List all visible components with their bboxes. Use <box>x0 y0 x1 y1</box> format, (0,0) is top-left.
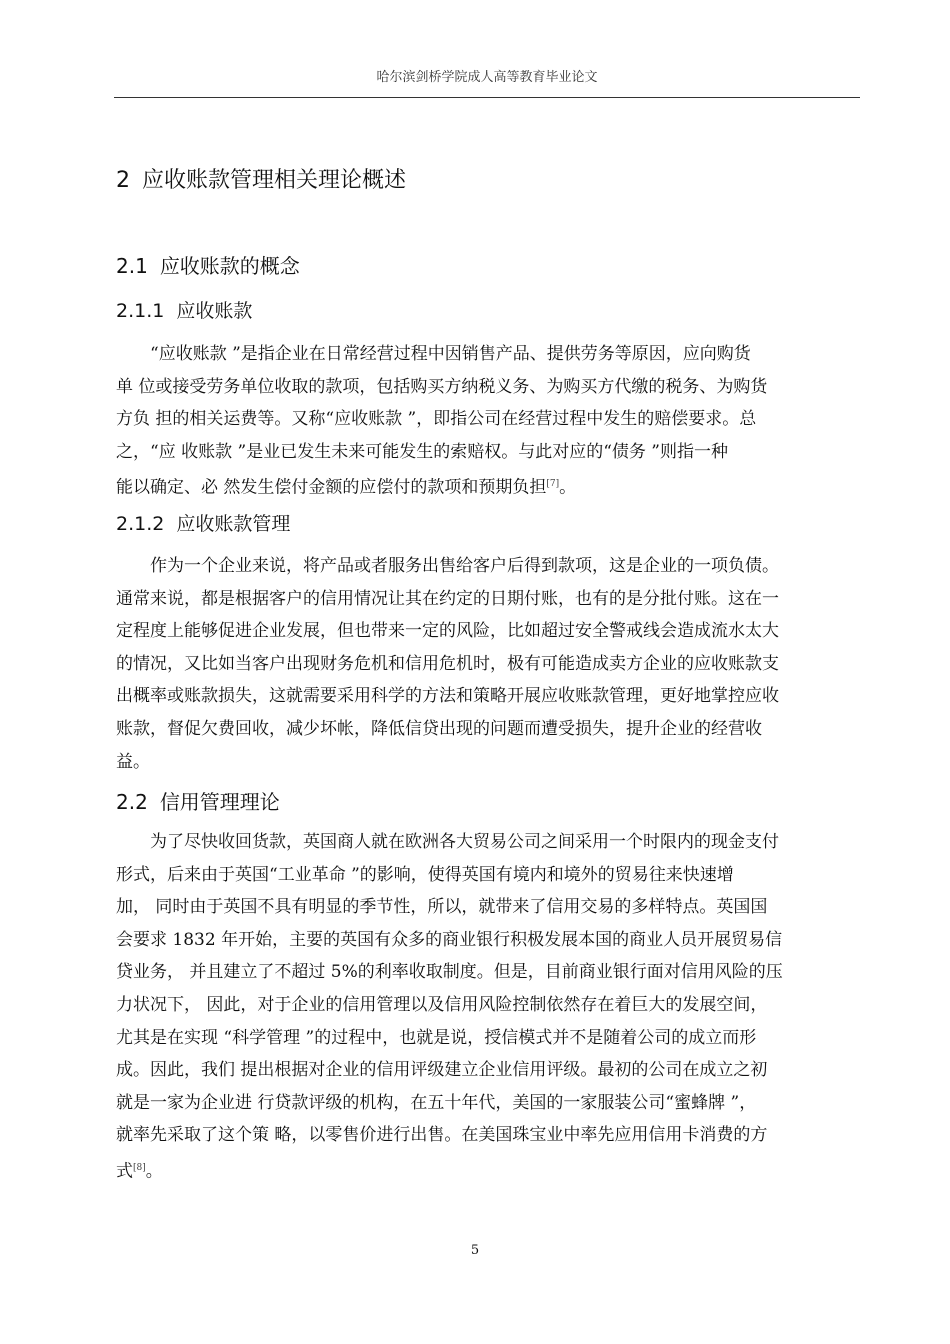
paragraph-line: 账款，督促欠费回收，减少坏帐，降低信贷出现的问题而遭受损失，提升企业的经营收 <box>116 718 762 739</box>
paragraph-line: 会要求 1832 年开始，主要的英国有众多的商业银行积极发展本国的商业人员开展贸易信 <box>116 929 783 950</box>
paragraph-line: 就率先采取了这个策 略，以零售价进行出售。在美国珠宝业中率先应用信用卡消费的方 <box>116 1125 768 1146</box>
paragraph-line: 之，“应 收账款 ”是业已发生未来可能发生的索赔权。与此对应的“债务 ”则指一种 <box>116 441 728 462</box>
section-2-1-number: 2.1 <box>116 254 148 278</box>
paragraph-line: 的情况，又比如当客户出现财务危机和信用危机时，极有可能造成卖方企业的应收账款支 <box>116 653 779 674</box>
section-2-1-2-heading <box>116 509 290 536</box>
paragraph-line: 就是一家为企业进 行贷款评级的机构，在五十年代，美国的一家服装公司“蜜蜂牌 ”， <box>116 1092 757 1113</box>
chapter-heading <box>116 163 406 194</box>
paragraph-line-text: 能以确定、必 然发生偿付金额的应偿付的款项和预期负担 <box>116 478 547 499</box>
paragraph-line: 作为一个企业来说，将产品或者服务出售给客户后得到款项，这是企业的一项负债。 <box>150 556 779 576</box>
paragraph-line: 形式，后来由于英国“工业革命 ”的影响，使得英国有境内和境外的贸易往来快速增 <box>116 864 734 885</box>
section-2-2-number: 2.2 <box>116 790 148 814</box>
paragraph-line: 定程度上能够促进企业发展，但也带来一定的风险，比如超过安全警戒线会造成流水太大 <box>116 621 779 642</box>
paragraph-line: 贷业务， 并且建立了不超过 5%的利率收取制度。但是，目前商业银行面对信用风险的压 <box>116 962 783 983</box>
sentence-end: 。 <box>145 1161 163 1182</box>
paragraph-line: 出概率或账款损失，这就需要采用科学的方法和策略开展应收账款管理，更好地掌控应收 <box>116 686 779 707</box>
paragraph-line: 加， 同时由于英国不具有明显的季节性，所以，就带来了信用交易的多样特点。英国国 <box>116 897 768 918</box>
paragraph-line: 通常来说，都是根据客户的信用情况让其在约定的日期付账，也有的是分批付账。这在一 <box>116 588 779 609</box>
running-header: 哈尔滨剑桥学院成人高等教育毕业论文 <box>376 70 598 85</box>
section-2-1-2-number: 2.1.2 <box>116 513 165 535</box>
section-2-1-1-title: 应收账款 <box>176 300 253 322</box>
section-2-2-title: 信用管理理论 <box>159 790 280 814</box>
paragraph-line: 尤其是在实现 “科学管理 ”的过程中，也就是说，授信模式并不是随着公司的成立而形 <box>116 1027 757 1048</box>
section-2-1-2-title: 应收账款管理 <box>176 513 291 535</box>
chapter-title: 应收账款管理相关理论概述 <box>142 168 407 193</box>
paragraph-receivables-management <box>116 550 860 778</box>
chapter-number: 2 <box>116 168 130 193</box>
citation-ref: [8] <box>133 1162 146 1173</box>
paragraph-line: 为了尽快收回货款，英国商人就在欧洲各大贸易公司之间采用一个时限内的现金支付 <box>150 832 779 852</box>
paragraph-credit-management <box>116 826 860 1188</box>
paragraph-receivables-definition <box>116 338 860 505</box>
paragraph-line: “应收账款 ”是指企业在日常经营过程中因销售产品、提供劳务等原因，应向购货 <box>150 344 751 364</box>
paragraph-line: 单 位或接受劳务单位收取的款项，包括购买方纳税义务、为购买方代缴的税务、为购货 <box>116 376 768 397</box>
header-divider <box>114 97 860 98</box>
sentence-end: 。 <box>559 478 577 499</box>
citation-ref: [7] <box>546 479 560 490</box>
paragraph-line-text: 式 <box>116 1161 133 1182</box>
section-2-1-1-number: 2.1.1 <box>116 300 165 322</box>
paragraph-line <box>116 1152 860 1188</box>
paragraph-line: 成。因此，我们 提出根据对企业的信用评级建立企业信用评级。最初的公司在成立之初 <box>116 1060 768 1081</box>
paragraph-line: 力状况下， 因此，对于企业的信用管理以及信用风险控制依然存在着巨大的发展空间， <box>116 994 768 1015</box>
paragraph-line <box>116 468 860 504</box>
section-2-2-heading <box>116 786 280 815</box>
section-2-1-1-heading <box>116 296 252 323</box>
page-number: 5 <box>470 1243 480 1258</box>
section-2-1-heading <box>116 250 300 279</box>
paragraph-line: 益。 <box>116 751 150 772</box>
paragraph-line: 方负 担的相关运费等。又称“应收账款 ”，即指公司在经营过程中发生的赔偿要求。总 <box>116 409 757 430</box>
section-2-1-title: 应收账款的概念 <box>159 254 300 278</box>
